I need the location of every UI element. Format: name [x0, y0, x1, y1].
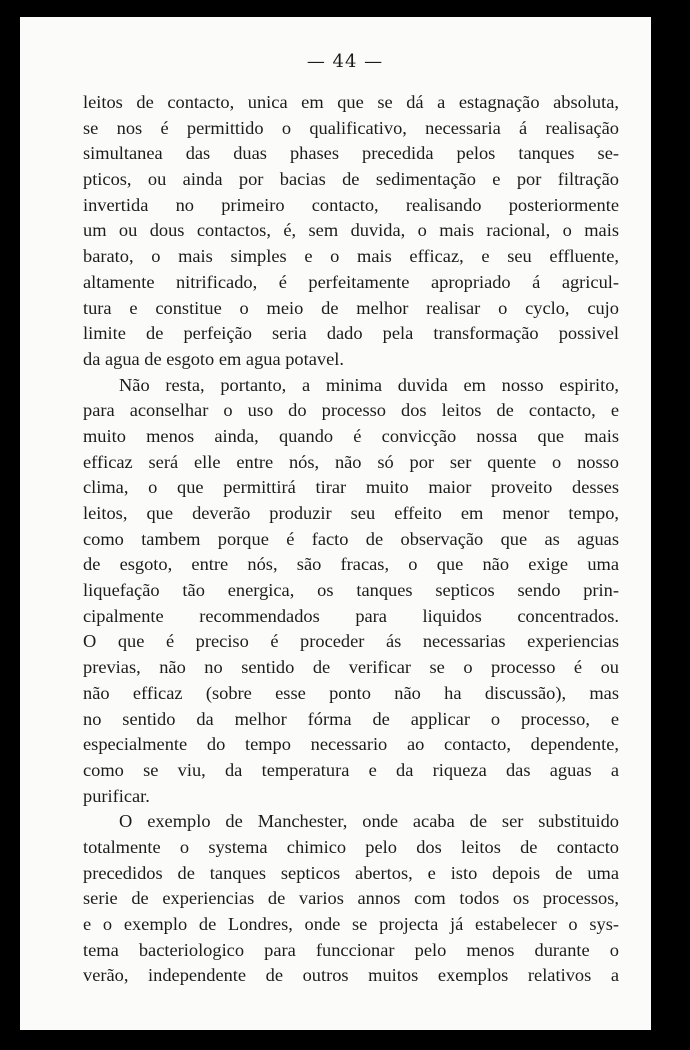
text-line: muito menos ainda, quando é convicção nossa que mais	[83, 425, 619, 446]
text-line: O que é preciso é proceder ás necessarias experiencias	[83, 631, 619, 652]
text-line: e o exemplo de Londres, onde se projecta já estabelecer o sys-	[83, 914, 619, 934]
text-line: se nos é permittido o qualificativo, necessaria á realisação	[83, 117, 619, 138]
text-line: como tambem porque é facto de observação que as aguas	[83, 528, 619, 549]
text-line: efficaz será elle entre nós, não só por ser quente o nosso	[83, 451, 619, 472]
text-line: altamente nitrificado, é perfeitamente apropriado á agricul-	[83, 271, 619, 292]
text-line: tema bacteriologico para funccionar pelo menos durante o	[83, 939, 619, 960]
body-text	[83, 90, 619, 989]
paragraph-2	[83, 373, 619, 810]
text-line: barato, o mais simples e o mais efficaz, e seu effluente,	[83, 246, 619, 267]
text-line: cipalmente recommendados para liquidos concentrados.	[83, 605, 619, 626]
text-line: precedidos de tanques septicos abertos, e isto depois de uma	[83, 862, 619, 883]
text-line: da agua de esgoto em agua potavel.	[83, 348, 344, 369]
text-line: liquefação tão energica, os tanques septicos sendo prin-	[83, 580, 619, 601]
text-line: verão, independente de outros muitos exemplos relativos a	[83, 965, 619, 986]
text-line: previas, não no sentido de verificar se o processo é ou	[83, 657, 619, 678]
book-page	[20, 17, 651, 1030]
text-line: serie de experiencias de varios annos com todos os processos,	[83, 888, 619, 909]
text-line: simultanea das duas phases precedida pelos tanques se-	[83, 143, 619, 164]
text-line: O exemplo de Manchester, onde acaba de ser substituido	[119, 811, 619, 832]
text-line: como se viu, da temperatura e da riqueza das aguas a	[83, 759, 619, 780]
text-line: especialmente do tempo necessario ao contacto, dependente,	[83, 734, 619, 755]
text-line: invertida no primeiro contacto, realisando posteriormente	[83, 194, 619, 215]
text-line: limite de perfeição seria dado pela transformação possivel	[83, 323, 619, 344]
text-line: um ou dous contactos, é, sem duvida, o mais racional, o mais	[83, 220, 619, 241]
text-line: tura e constitue o meio de melhor realisar o cyclo, cujo	[83, 297, 619, 318]
text-line: no sentido da melhor fórma de applicar o processo, e	[83, 708, 619, 729]
page-number: — 44 —	[306, 51, 384, 72]
text-line: totalmente o systema chimico pelo dos leitos de contacto	[83, 836, 619, 857]
text-line: leitos, que deverão produzir seu effeito em menor tempo,	[83, 503, 619, 523]
scan-border	[651, 17, 690, 1030]
text-line: clima, o que permittirá tirar muito maior proveito desses	[83, 477, 619, 498]
text-line: de esgoto, entre nós, são fracas, o que não exige uma	[83, 554, 619, 575]
text-line: para aconselhar o uso do processo dos leitos de contacto, e	[83, 400, 619, 421]
text-line: pticos, ou ainda por bacias de sedimentação e por filtração	[83, 169, 619, 190]
text-line: Não resta, portanto, a minima duvida em nosso espirito,	[119, 374, 619, 395]
paragraph-1	[83, 90, 619, 373]
paragraph-3	[83, 809, 619, 989]
text-line: purificar.	[83, 785, 150, 806]
text-line: leitos de contacto, unica em que se dá a estagnação absoluta,	[83, 92, 619, 112]
text-line: não efficaz (sobre esse ponto não ha discussão), mas	[83, 682, 619, 703]
